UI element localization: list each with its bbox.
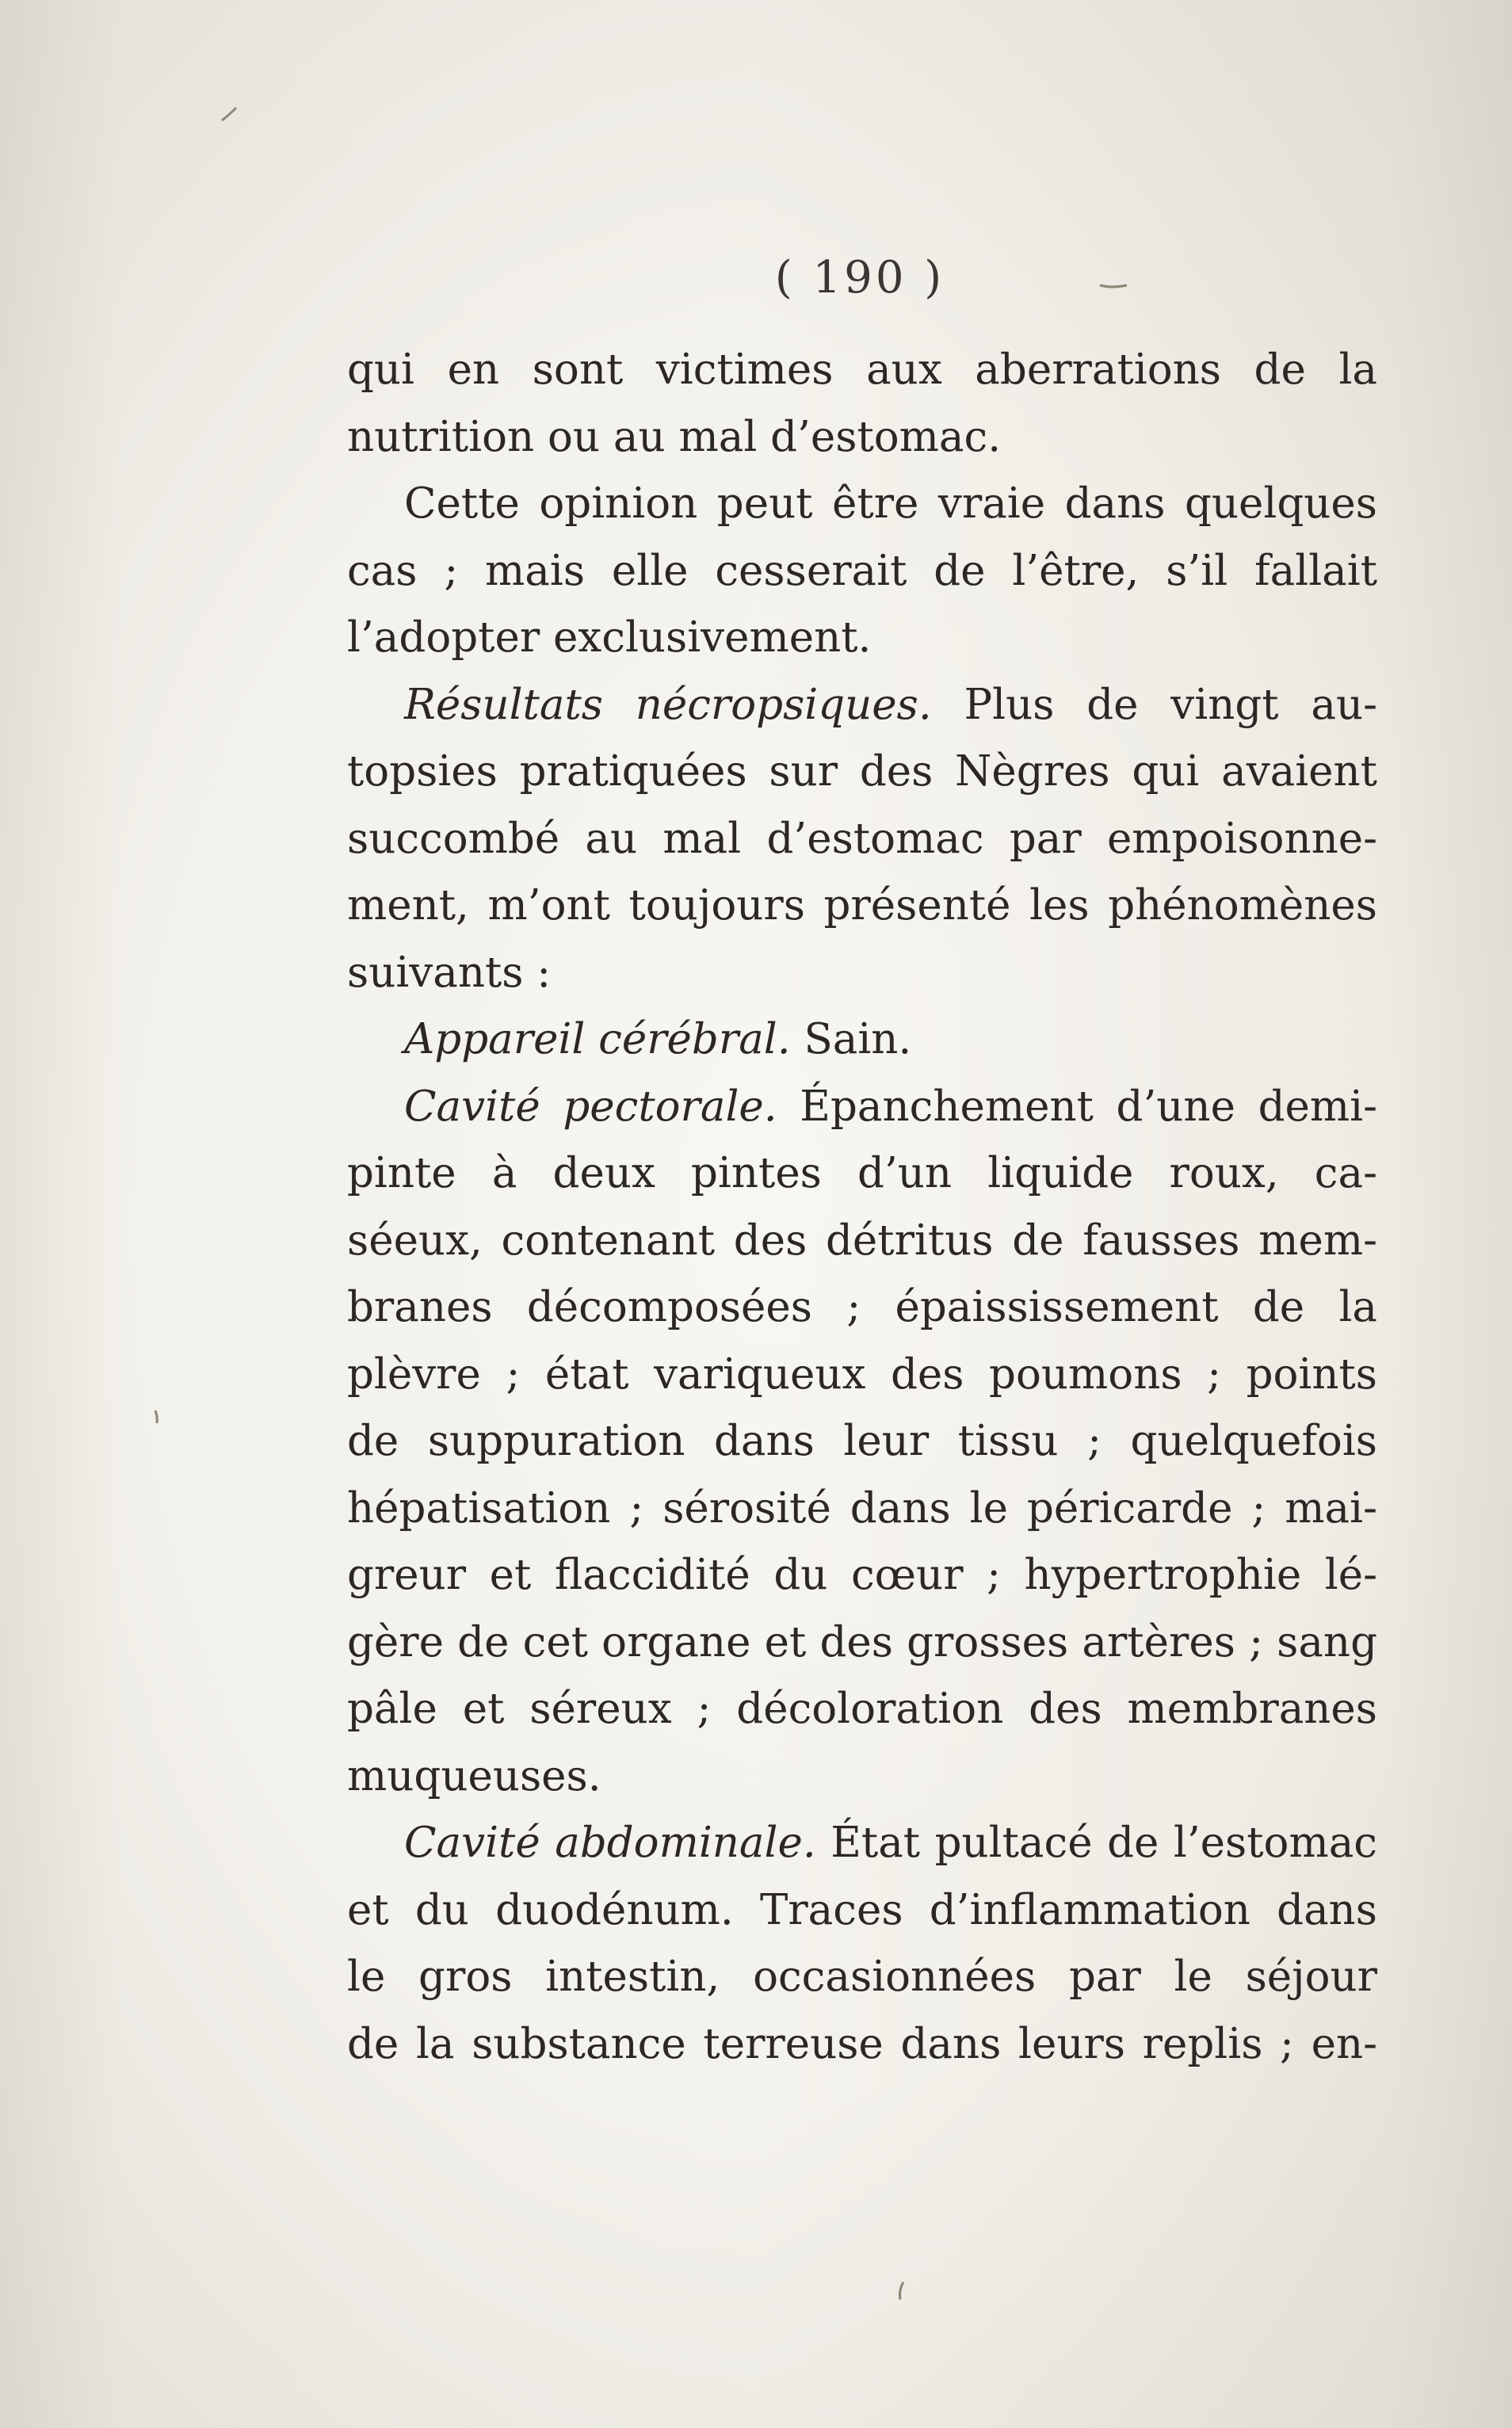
text-line: suivants : — [347, 948, 552, 997]
section-line-abdominale — [347, 1810, 1377, 1877]
section-heading: Cavité pectorale. — [404, 1082, 777, 1131]
text-line: topsies pratiquées sur des Nègres qui avaient — [347, 747, 1377, 796]
text-line: pâle et séreux ; décoloration des membranes — [347, 1685, 1377, 1733]
text-line: greur et flaccidité du cœur ; hypertrophie lé- — [347, 1551, 1377, 1599]
text-line: nutrition ou au mal d’estomac. — [347, 412, 1002, 461]
text-line: plèvre ; état variqueux des poumons ; points — [347, 1350, 1377, 1399]
paper-speck — [900, 2282, 904, 2300]
section-text: État pultacé de l’estomac — [815, 1819, 1377, 1867]
section-text: Épanchement d’une demi- — [777, 1082, 1377, 1131]
text-line: Cette opinion peut être vraie dans quelques — [404, 479, 1377, 528]
section-heading: Appareil cérébral. — [404, 1015, 791, 1063]
text-line: le gros intestin, occasionnées par le séjour — [347, 1953, 1377, 2001]
paper-speck — [222, 108, 236, 120]
text-line: ment, m’ont toujours présenté les phénomènes — [347, 881, 1377, 930]
text-line: gère de cet organe et des grosses artères ; sang — [347, 1617, 1377, 1666]
paper-speck — [155, 1411, 157, 1423]
text-line: qui en sont victimes aux aberrations de la — [347, 345, 1377, 394]
text-line: succombé au mal d’estomac par empoisonne- — [347, 814, 1377, 863]
text-line: séeux, contenant des détritus de fausses mem- — [347, 1216, 1377, 1265]
section-heading: Cavité abdominale. — [404, 1819, 816, 1867]
section-heading: Résultats nécropsiques. — [404, 680, 932, 729]
text-line: de suppuration dans leur tissu ; quelquefois — [347, 1417, 1377, 1465]
text-line: l’adopter exclusivement. — [347, 613, 872, 662]
text-line: pinte à deux pintes d’un liquide roux, ca- — [347, 1149, 1377, 1197]
section-text: Sain. — [790, 1015, 912, 1063]
section-line-resultats — [347, 672, 1377, 739]
text-line: hépatisation ; sérosité dans le péricarde ; mai- — [347, 1483, 1377, 1533]
body-text — [347, 337, 1377, 2078]
page-number: ( 190 ) — [774, 252, 945, 304]
text-line: de la substance terreuse dans leurs replis ; en- — [347, 2019, 1377, 2068]
section-line-pectorale — [347, 1074, 1377, 1141]
text-line: cas ; mais elle cesserait de l’être, s’il fallait — [347, 546, 1377, 595]
text-line: branes décomposées ; épaississement de la — [347, 1283, 1377, 1331]
section-line-appareil — [347, 1006, 1377, 1074]
text-line: muqueuses. — [347, 1751, 601, 1800]
text-line: et du duodénum. Traces d’inflammation dans — [347, 1885, 1377, 1934]
section-text: Plus de vingt au- — [931, 680, 1377, 729]
